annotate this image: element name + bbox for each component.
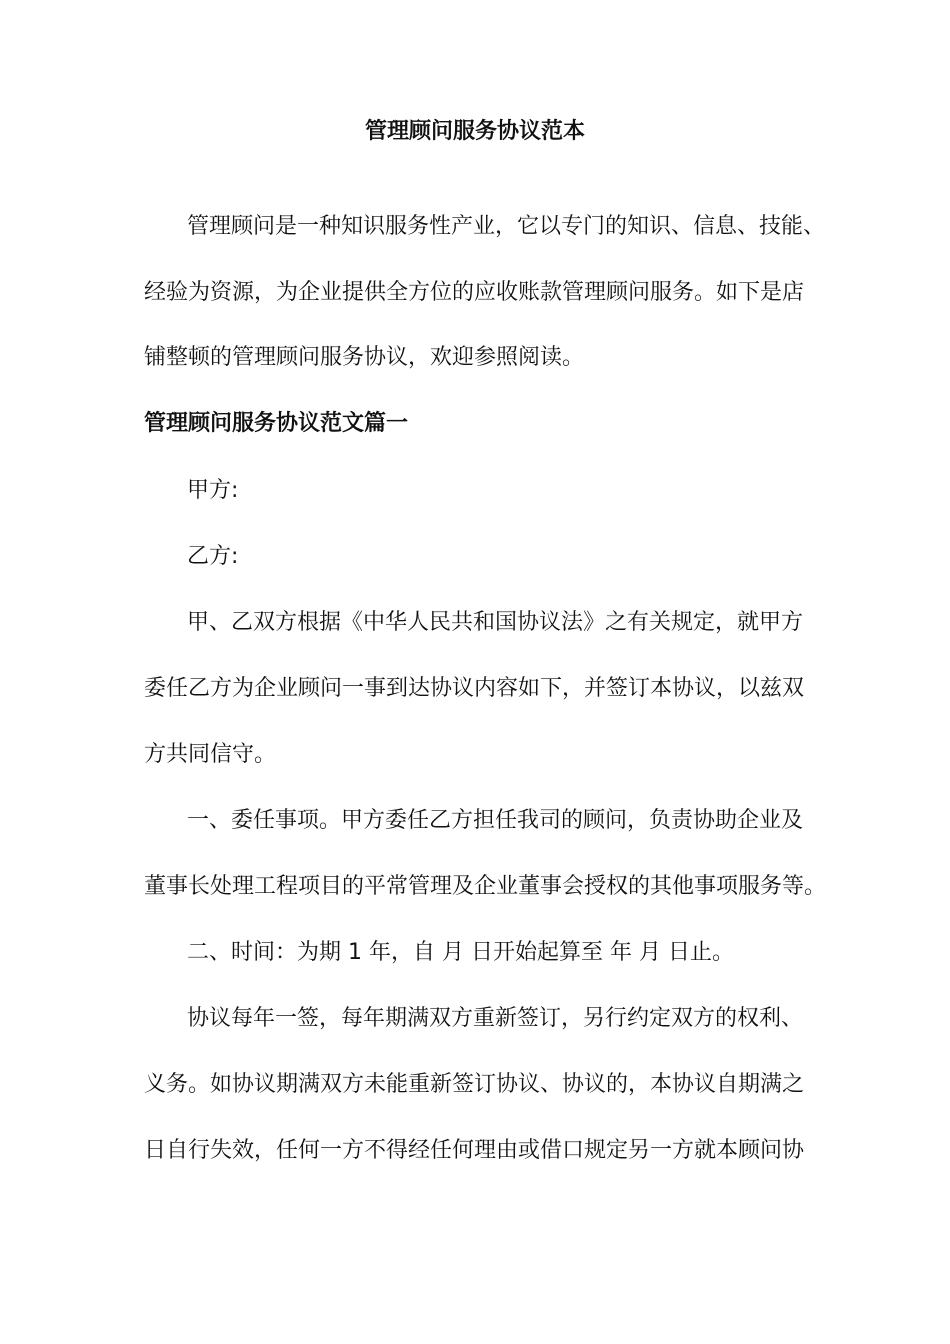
intro-line-3: 铺整顿的管理顾问服务协议，欢迎参照阅读。: [144, 345, 585, 370]
party-b-label: 乙方:: [187, 544, 239, 569]
clause-preamble-line-1: 甲、乙双方根据《中华人民共和国协议法》之有关规定，就甲方: [187, 610, 804, 635]
clause-preamble-line-2: 委任乙方为企业顾问一事到达协议内容如下，并签订本协议，以兹双: [144, 676, 805, 701]
document-title: 管理顾问服务协议范本: [364, 119, 585, 144]
clause-2-para-line-2: 义务。如协议期满双方未能重新签订协议、协议的，本协议自期满之: [144, 1072, 805, 1097]
clause-2-para-line-1: 协议每年一签，每年期满双方重新签订，另行约定双方的权利、: [187, 1006, 804, 1031]
clause-1-line-2: 董事长处理工程项目的平常管理及企业董事会授权的其他事项服务等。: [144, 874, 827, 899]
clause-preamble-line-3: 方共同信守。: [144, 742, 277, 767]
clause-1-line-1: 一、委任事项。甲方委任乙方担任我司的顾问，负责协助企业及: [187, 808, 804, 833]
intro-line-1: 管理顾问是一种知识服务性产业，它以专门的知识、信息、技能、: [187, 214, 826, 239]
clause-2-line-1: 二、时间：为期 1 年，自 月 日开始起算至 年 月 日止。: [187, 940, 734, 965]
section-heading: 管理顾问服务协议范文篇一: [144, 411, 409, 436]
intro-line-2: 经验为资源，为企业提供全方位的应收账款管理顾问服务。如下是店: [144, 280, 805, 305]
party-a-label: 甲方:: [187, 478, 239, 503]
clause-2-para-line-3: 日自行失效，任何一方不得经任何理由或借口规定另一方就本顾问协: [144, 1138, 805, 1163]
